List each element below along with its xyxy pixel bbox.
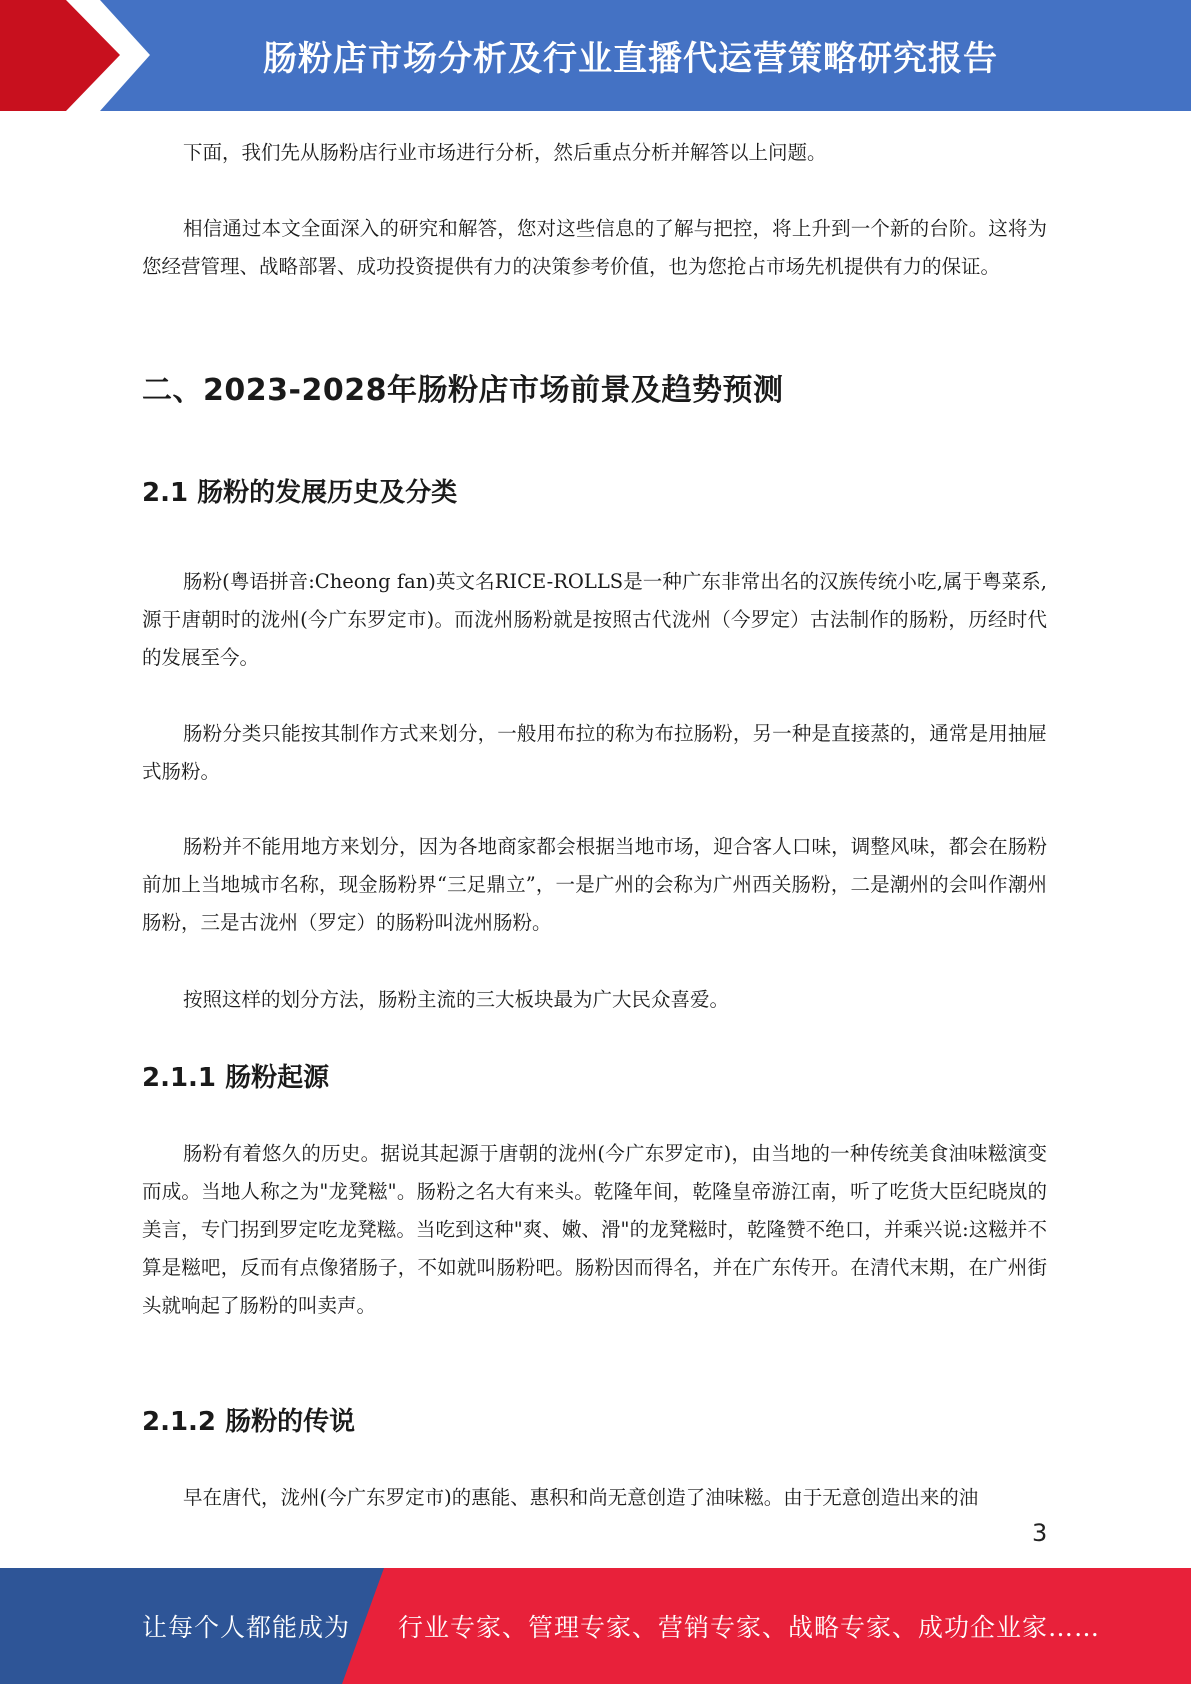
footer-slogan-left: 让每个人都能成为 <box>142 1613 351 1642</box>
section-heading-2-1-2: 2.1.2 肠粉的传说 <box>142 1407 356 1437</box>
paragraph-intro: 下面，我们先从肠粉店行业市场进行分析，然后重点分析并解答以上问题。 <box>183 141 827 164</box>
paragraph-three-segments: 按照这样的划分方法，肠粉主流的三大板块最为广大民众喜爱。 <box>183 988 730 1011</box>
header-banner <box>0 0 1191 111</box>
paragraph-classification: 肠粉分类只能按其制作方式来划分，一般用布拉的称为布拉肠粉，另一种是直接蒸的，通常是用抽屉式肠粉。 <box>142 722 1047 783</box>
paragraph-legend: 早在唐代，泷州(今广东罗定市)的惠能、惠积和尚无意创造了油味糍。由于无意创造出来的油 <box>183 1486 979 1509</box>
section-heading-2-1-1: 2.1.1 肠粉起源 <box>142 1063 330 1093</box>
paragraph-confidence: 相信通过本文全面深入的研究和解答，您对这些信息的了解与把控，将上升到一个新的台阶。这将为您经营管理、战略部署、成功投资提供有力的决策参考价值，也为您抢占市场先机提供有力的保证。 <box>142 217 1047 278</box>
paragraph-regional: 肠粉并不能用地方来划分，因为各地商家都会根据当地市场，迎合客人口味，调整风味，都会在肠粉前加上当地城市名称，现金肠粉界“三足鼎立”，一是广州的会称为广州西关肠粉，二是潮州的会叫作潮州肠粉，三是古泷州（罗定）的肠粉叫泷州肠粉。 <box>142 835 1047 934</box>
report-title: 肠粉店市场分析及行业直播代运营策略研究报告 <box>263 39 998 79</box>
section-heading-2-1: 2.1 肠粉的发展历史及分类 <box>142 478 458 508</box>
footer-banner <box>0 1568 1191 1684</box>
paragraph-rice-rolls-definition: 肠粉(粤语拼音:Cheong fan)英文名RICE-ROLLS是一种广东非常出名的汉族传统小吃,属于粤菜系,源于唐朝时的泷州(今广东罗定市)。而泷州肠粉就是按照古代泷州（今罗定）古法制作的肠粉，历经时代的发展至今。 <box>142 570 1047 669</box>
section-heading-2: 二、2023-2028年肠粉店市场前景及趋势预测 <box>142 373 784 408</box>
paragraph-origin: 肠粉有着悠久的历史。据说其起源于唐朝的泷州(今广东罗定市)，由当地的一种传统美食油味糍演变而成。当地人称之为"龙凳糍"。肠粉之名大有来头。乾隆年间，乾隆皇帝游江南，听了吃货大臣纪晓岚的美言，专门拐到罗定吃龙凳糍。当吃到这种"爽、嫩、滑"的龙凳糍时，乾隆赞不绝口，并乘兴说:这糍并不算是糍吧，反而有点像猪肠子，不如就叫肠粉吧。肠粉因而得名，并在广东传开。在清代末期，在广州街头就响起了肠粉的叫卖声。 <box>142 1142 1047 1317</box>
footer-slogan-right: 行业专家、管理专家、营销专家、战略专家、成功企业家…… <box>398 1613 1101 1642</box>
page-number: 3 <box>1032 1519 1048 1547</box>
